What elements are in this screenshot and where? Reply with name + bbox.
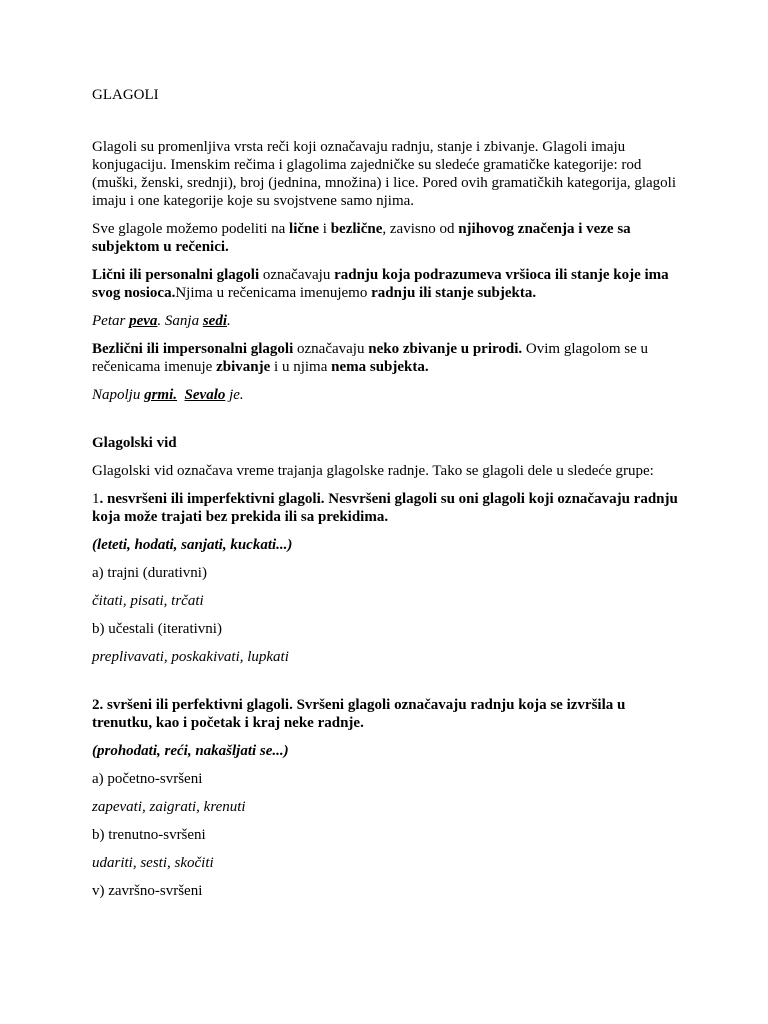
personal-emphasis: radnju koja podrazumeva vršioca ili stanje koje ima svog nosioca. [92,267,669,301]
group1-number: 1 [92,491,100,507]
example-text: . [227,313,231,329]
group2-sub-v: v) završno-svršeni [92,883,203,899]
group1-examples [92,536,682,554]
impersonal-text: označavaju [293,341,369,357]
personal-text: označavaju [259,267,335,283]
example-verb: sedi [202,313,227,329]
aspect-heading [92,434,682,452]
aspect-heading-text: Glagolski vid [92,435,177,451]
personal-term: Lični ili personalni glagoli [92,267,260,283]
division-paragraph [92,220,682,256]
spacer [92,414,682,434]
impersonal-term: Bezlični ili impersonalni glagoli [92,341,294,357]
division-text: Sve glagole možemo podeliti na [92,221,290,237]
group1-text: . nesvršeni ili imperfektivni glagoli. Nesvršeni glagoli su oni glagoli koji označavaju radnju koja može trajati bez prekida ili sa prekidima. [92,491,678,525]
division-term-impersonal: bezlične [330,221,383,237]
group1-sub-a-examples [92,592,682,610]
division-term-personal: lične [289,221,320,237]
impersonal-emphasis: neko zbivanje u prirodi. [368,341,523,357]
example-verb: grmi. [144,387,178,403]
example-text [177,387,185,403]
intro-paragraph: Glagoli su promenljiva vrsta reči koji označavaju radnju, stanje i zbivanje. Glagoli imaju konjugaciju. Imenskim rečima i glagolima zajedničke su sledeće gramatičke kategorije: rod (muški, ženski, srednji), broj (jednina, množina) i lice. Pored ovih gramatičkih kategorija, glagoli imaju i one kategorije koje su svojstvene samo njima. [92,139,677,209]
group2-sub-b: b) trenutno-svršeni [92,827,206,843]
group1-sub-a-examples-text: čitati, pisati, trčati [92,593,204,609]
division-text: i [319,221,331,237]
division-emphasis: njihovog značenja i veze sa subjektom u rečenici. [92,221,631,255]
spacer [92,676,682,696]
impersonal-verbs-paragraph [92,340,682,376]
group1-sub-b: b) učestali (iterativni) [92,621,222,637]
impersonal-emphasis: zbivanje [216,359,271,375]
example-verb: peva [129,313,158,329]
document-body [92,86,682,910]
example-verb: Sevalo [184,387,226,403]
impersonal-emphasis: nema subjekta. [331,359,429,375]
group2-examples-text: (prohodati, reći, nakašljati se...) [92,743,289,759]
group1-sub-b-examples-text: preplivavati, poskakivati, lupkati [92,649,289,665]
impersonal-text: i u njima [270,359,332,375]
example-text: . Sanja [157,313,203,329]
personal-example [92,312,682,330]
group2-definition [92,696,682,732]
group2-sub-b-examples [92,854,682,872]
group1-definition [92,490,682,526]
division-text: , zavisno od [382,221,459,237]
personal-verbs-paragraph [92,266,682,302]
group2-sub-a-examples [92,798,682,816]
group2-sub-a: a) početno-svršeni [92,771,203,787]
group1-sub-b-examples [92,648,682,666]
group2-sub-b-examples-text: udariti, sesti, skočiti [92,855,214,871]
personal-emphasis: radnju ili stanje subjekta. [371,285,537,301]
example-text: Napolju [92,387,145,403]
group2-text: 2. svršeni ili perfektivni glagoli. Svršeni glagoli označavaju radnju koja se izvršila u trenutku, kao i početak i kraj neke radnje. [92,697,626,731]
group2-sub-a-examples-text: zapevati, zaigrati, krenuti [92,799,246,815]
group1-examples-text: (leteti, hodati, sanjati, kuckati...) [92,537,293,553]
example-text: je. [225,387,244,403]
personal-text: Njima u rečenicama imenujemo [175,285,372,301]
group2-examples [92,742,682,760]
aspect-intro: Glagolski vid označava vreme trajanja glagolske radnje. Tako se glagoli dele u sledeće grupe: [92,463,654,479]
impersonal-text: Ovim glagolom se u rečenicama imenuje [92,341,648,375]
document-title: GLAGOLI [92,87,159,103]
impersonal-example [92,386,682,404]
example-text: Petar [92,313,130,329]
group1-sub-a: a) trajni (durativni) [92,565,207,581]
